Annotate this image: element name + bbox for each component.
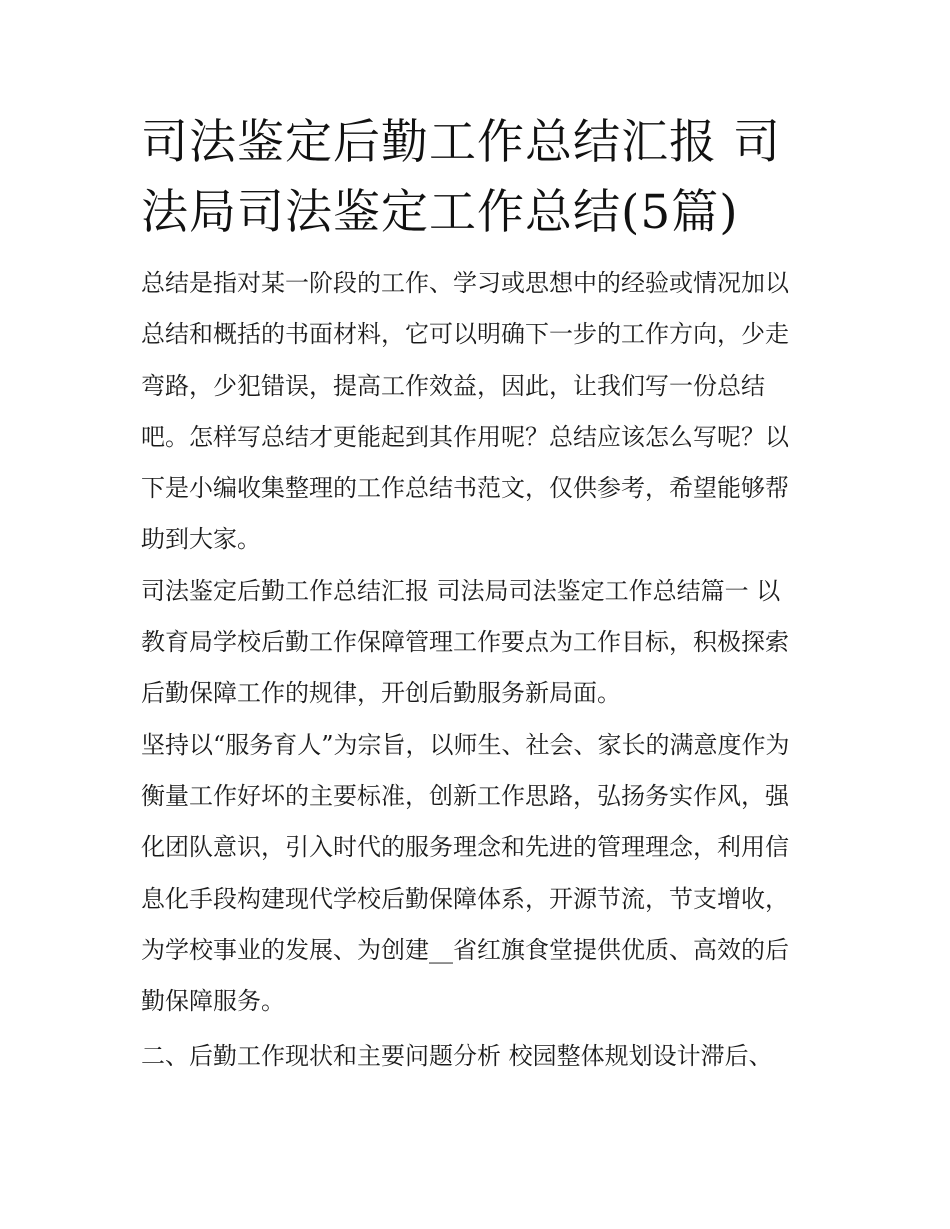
text-line: 教育局学校后勤工作保障管理工作要点为工作目标，积极探索 bbox=[141, 628, 789, 657]
text-line: 衡量工作好坏的主要标准，创新工作思路，弘扬务实作风，强 bbox=[141, 781, 789, 810]
text-line: 总结和概括的书面材料，它可以明确下一步的工作方向，少走 bbox=[141, 320, 789, 349]
text-line: 助到大家。 bbox=[141, 525, 261, 554]
document-page bbox=[141, 108, 813, 1083]
text-line: 为学校事业的发展、为创建__省红旗食堂提供优质、高效的后 bbox=[141, 935, 789, 964]
document-title bbox=[141, 108, 813, 248]
title-line-1: 司法鉴定后勤工作总结汇报 司 bbox=[141, 115, 781, 170]
intro-paragraph bbox=[141, 258, 813, 566]
text-line: 吧。怎样写总结才更能起到其作用呢？总结应该怎么写呢？以 bbox=[141, 422, 789, 451]
text-line: 后勤保障工作的规律，开创后勤服务新局面。 bbox=[141, 679, 621, 708]
text-line: 二、后勤工作现状和主要问题分析 校园整体规划设计滞后、 bbox=[141, 1042, 773, 1071]
text-line: 坚持以“服务育人”为宗旨，以师生、社会、家长的满意度作为 bbox=[141, 730, 790, 759]
section-two-heading-paragraph bbox=[141, 1031, 813, 1082]
text-line: 勤保障服务。 bbox=[141, 987, 285, 1016]
text-line: 下是小编收集整理的工作总结书范文，仅供参考，希望能够帮 bbox=[141, 474, 789, 503]
text-line: 化团队意识，引入时代的服务理念和先进的管理理念，利用信 bbox=[141, 833, 789, 862]
guiding-principle-paragraph bbox=[141, 720, 813, 1028]
text-line: 息化手段构建现代学校后勤保障体系，开源节流，节支增收， bbox=[141, 884, 789, 913]
title-line-2: 法局司法鉴定工作总结(5篇) bbox=[141, 185, 739, 240]
text-line: 总结是指对某一阶段的工作、学习或思想中的经验或情况加以 bbox=[141, 269, 789, 297]
section-one-paragraph bbox=[141, 566, 813, 720]
text-line: 弯路，少犯错误，提高工作效益，因此，让我们写一份总结 bbox=[141, 371, 765, 400]
text-line: 司法鉴定后勤工作总结汇报 司法局司法鉴定工作总结篇一 以 bbox=[141, 576, 781, 605]
